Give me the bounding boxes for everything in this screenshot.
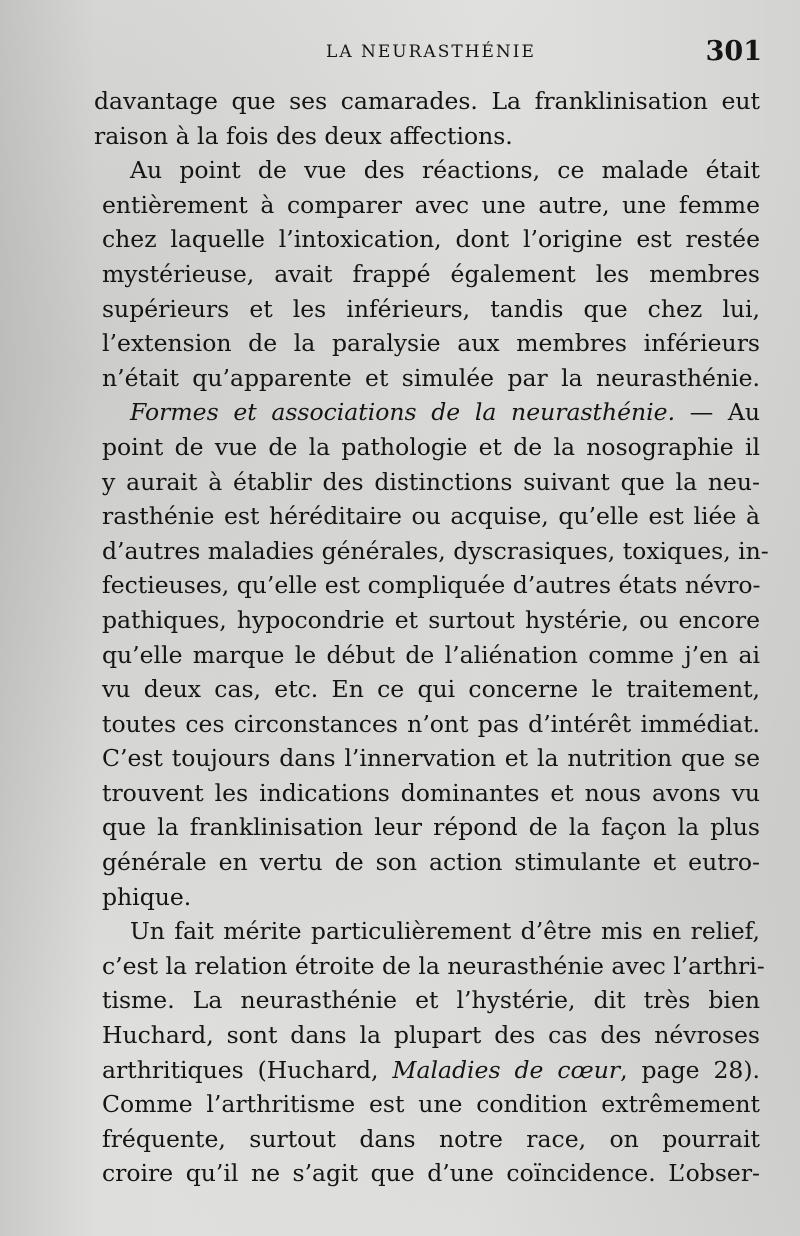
- text-line: qu’elle marque le début de l’aliénation comme j’en ai: [102, 640, 760, 669]
- text-line: entièrement à comparer avec une autre, une femme: [102, 190, 760, 219]
- text-line: fréquente, surtout dans notre race, on pourrait: [102, 1124, 760, 1153]
- text-line: croire qu’il ne s’agit que d’une coïncidence. L’obser-: [102, 1159, 760, 1188]
- text-line: que la franklinisation leur répond de la façon la plus: [102, 813, 760, 842]
- text-line: davantage que ses camarades. La franklinisation eut: [94, 87, 760, 115]
- text-line: Huchard, sont dans la plupart des cas des névroses: [102, 1021, 760, 1050]
- text-line: tisme. La neurasthénie et l’hystérie, dit très bien: [102, 986, 760, 1015]
- text-line: point de vue de la pathologie et de la nosographie il: [102, 432, 760, 461]
- text-line: d’autres maladies générales, dyscrasiques, toxiques, in-: [102, 536, 769, 565]
- text-line: y aurait à établir des distinctions suivant que la neu-: [102, 467, 760, 496]
- text-line: Un fait mérite particulièrement d’être mis en relief,: [130, 917, 760, 946]
- text-line: trouvent les indications dominantes et nous avons vu: [102, 778, 760, 807]
- text-line: n’était qu’apparente et simulée par la neurasthénie.: [102, 363, 760, 392]
- text-line: toutes ces circonstances n’ont pas d’intérêt immédiat.: [102, 709, 760, 738]
- text-line: chez laquelle l’intoxication, dont l’origine est restée: [102, 225, 760, 254]
- text-line: C’est toujours dans l’innervation et la nutrition que se: [102, 744, 760, 773]
- text-line: générale en vertu de son action stimulante et eutro-: [102, 848, 760, 877]
- text-line: fectieuses, qu’elle est compliquée d’autres états névro-: [102, 571, 761, 600]
- text-line: Au point de vue des réactions, ce malade était: [130, 156, 760, 185]
- text-line: rasthénie est héréditaire ou acquise, qu’elle est liée à: [102, 502, 760, 531]
- page-number: 301: [705, 36, 762, 67]
- text-line: raison à la fois des deux affections.: [94, 121, 513, 150]
- section-heading: Formes et associations de la neurasthénie.: [130, 398, 676, 427]
- text-line: c’est la relation étroite de la neurasthénie avec l’arthri-: [102, 951, 765, 980]
- text-line: supérieurs et les inférieurs, tandis que chez lui,: [102, 294, 760, 323]
- body-text: [94, 84, 769, 1191]
- text-line: Comme l’arthritisme est une condition extrêmement: [102, 1090, 760, 1119]
- text-line: arthritiques (Huchard, Maladies de cœur, page 28).: [102, 1055, 760, 1084]
- text-line: pathiques, hypocondrie et surtout hystérie, ou encore: [102, 605, 760, 634]
- text-line: Formes et associations de la neurasthénie. — Au: [130, 398, 760, 427]
- text-line: l’extension de la paralysie aux membres inférieurs: [102, 329, 760, 358]
- text-line: vu deux cas, etc. En ce qui concerne le traitement,: [102, 675, 760, 704]
- book-title: Maladies de cœur: [392, 1055, 621, 1084]
- text-line: mystérieuse, avait frappé également les membres: [102, 259, 760, 288]
- text-line: phique.: [102, 882, 192, 911]
- running-title: LA NEURASTHÉNIE: [326, 42, 536, 62]
- running-head: [100, 38, 762, 78]
